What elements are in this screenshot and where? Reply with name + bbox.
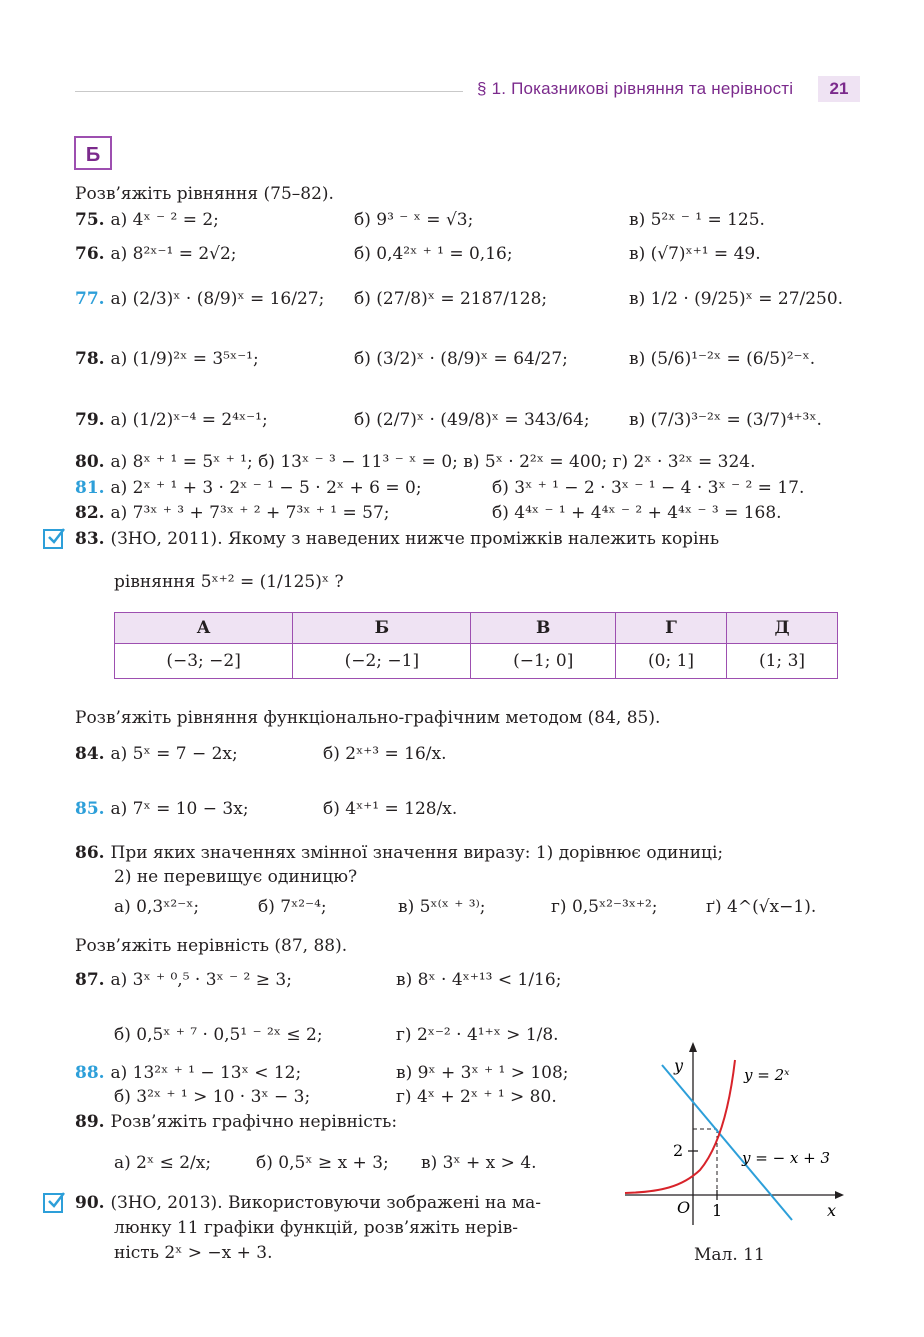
line-function-label: y = − x + 3	[742, 1149, 831, 1167]
text-line: 2) не перевищує одиницю?	[114, 867, 358, 887]
text-line: Розв’яжіть рівняння функціонально-графічним методом (84, 85).	[75, 708, 661, 728]
answer-table	[114, 612, 838, 679]
text-line: б) 0,5ˣ ⁺ ⁷ · 0,5¹ ⁻ ²ˣ ≤ 2;	[114, 1025, 323, 1045]
text-line: в) 8ˣ · 4ˣ⁺¹³ < 1/16;	[396, 970, 562, 990]
y-axis-label: y	[674, 1056, 684, 1075]
text-line: б) 3²ˣ ⁺ ¹ > 10 · 3ˣ − 3;	[114, 1087, 311, 1107]
text-line: б) 4⁴ˣ ⁻ ¹ + 4⁴ˣ ⁻ ² + 4⁴ˣ ⁻ ³ = 168.	[492, 503, 782, 523]
text-line: г) 0,5ˣ²⁻³ˣ⁺²;	[551, 897, 658, 917]
text-line: 80. а) 8ˣ ⁺ ¹ = 5ˣ ⁺ ¹; б) 13ˣ ⁻ ³ − 11³ ⁻ ˣ = 0; в) 5ˣ · 2²ˣ = 400; г) 2ˣ · 3²ˣ = 324.	[75, 452, 756, 472]
text-line: в) 5²ˣ ⁻ ¹ = 125.	[629, 210, 765, 230]
x-axis-label: x	[827, 1201, 837, 1220]
text-line: в) 1/2 · (9/25)ˣ = 27/250.	[629, 289, 844, 309]
text-line: ґ) 4^(√x−1).	[706, 897, 817, 917]
text-line: 87. а) 3ˣ ⁺ ⁰,⁵ · 3ˣ ⁻ ² ≥ 3;	[75, 970, 292, 990]
text-line: 88. а) 13²ˣ ⁺ ¹ − 13ˣ < 12;	[75, 1063, 302, 1083]
one-label: 1	[712, 1201, 723, 1220]
text-line: в) 9ˣ + 3ˣ ⁺ ¹ > 108;	[396, 1063, 569, 1083]
text-line: 82. а) 7³ˣ ⁺ ³ + 7³ˣ ⁺ ² + 7³ˣ ⁺ ¹ = 57;	[75, 503, 390, 523]
function-graph	[620, 1040, 850, 1230]
text-line: в) (√7)ˣ⁺¹ = 49.	[629, 244, 761, 264]
text-line: б) 0,5ˣ ≥ x + 3;	[256, 1153, 389, 1173]
text-line: б) (2/7)ˣ · (49/8)ˣ = 343/64;	[354, 410, 590, 430]
difficulty-level-badge: Б	[74, 136, 112, 170]
answer-header: Б	[293, 613, 471, 644]
text-line: в) 5ˣ⁽ˣ ⁺ ³⁾;	[398, 897, 486, 917]
text-line: 85. а) 7ˣ = 10 − 3x;	[75, 799, 249, 819]
text-line: Розв’яжіть рівняння (75–82).	[75, 184, 334, 204]
text-line: 81. а) 2ˣ ⁺ ¹ + 3 · 2ˣ ⁻ ¹ − 5 · 2ˣ + 6 = 0;	[75, 478, 422, 498]
exp-function-label: y = 2ˣ	[744, 1066, 790, 1084]
header-title: § 1. Показникові рівняння та нерівності	[477, 79, 794, 98]
answer-header: Г	[616, 613, 727, 644]
text-line: б) 2ˣ⁺³ = 16/x.	[323, 744, 447, 764]
exponential-graph	[625, 1060, 735, 1193]
text-line: в) (7/3)³⁻²ˣ = (3/7)⁴⁺³ˣ.	[629, 410, 822, 430]
text-line: 89. Розв’яжіть графічно нерівність:	[75, 1112, 398, 1132]
text-line: а) 2ˣ ≤ 2/x;	[114, 1153, 212, 1173]
text-line: б) (3/2)ˣ · (8/9)ˣ = 64/27;	[354, 349, 568, 369]
text-line: г) 4ˣ + 2ˣ ⁺ ¹ > 80.	[396, 1087, 557, 1107]
y-axis-arrow	[689, 1042, 697, 1052]
text-line: Розв’яжіть нерівність (87, 88).	[75, 936, 348, 956]
text-line: люнку 11 графіки функцій, розв’яжіть нерів-	[114, 1218, 519, 1238]
text-line: рівняння 5ˣ⁺² = (1/125)ˣ ?	[114, 572, 344, 592]
figure-caption: Мал. 11	[694, 1245, 765, 1265]
answer-header: В	[471, 613, 616, 644]
text-line: 90. (ЗНО, 2013). Використовуючи зображені на ма-	[75, 1193, 542, 1213]
text-line: 83. (ЗНО, 2011). Якому з наведених нижче проміжків належить корінь	[75, 529, 720, 549]
checkbox-icon	[43, 529, 63, 549]
answer-cell: (1; 3]	[727, 644, 838, 679]
text-line: в) 3ˣ + x > 4.	[421, 1153, 537, 1173]
x-axis-arrow	[835, 1191, 844, 1199]
text-line: б) 9³ ⁻ ˣ = √3;	[354, 210, 474, 230]
header-rule	[75, 91, 463, 92]
text-line: 78. а) (1/9)²ˣ = 3⁵ˣ⁻¹;	[75, 349, 259, 369]
text-line: б) 0,4²ˣ ⁺ ¹ = 0,16;	[354, 244, 513, 264]
text-line: б) 7ˣ²⁻⁴;	[258, 897, 327, 917]
text-line: г) 2ˣ⁻² · 4¹⁺ˣ > 1/8.	[396, 1025, 559, 1045]
answer-cell: (0; 1]	[616, 644, 727, 679]
text-line: 75. а) 4ˣ ⁻ ² = 2;	[75, 210, 219, 230]
text-line: б) 3ˣ ⁺ ¹ − 2 · 3ˣ ⁻ ¹ − 4 · 3ˣ ⁻ ² = 17.	[492, 478, 805, 498]
answer-cell: (−2; −1]	[293, 644, 471, 679]
text-line: 84. а) 5ˣ = 7 − 2x;	[75, 744, 238, 764]
text-line: 86. При яких значеннях змінної значення виразу: 1) дорівнює одиниці;	[75, 843, 724, 863]
page-number: 21	[818, 76, 860, 102]
text-line: в) (5/6)¹⁻²ˣ = (6/5)²⁻ˣ.	[629, 349, 816, 369]
origin-label: O	[677, 1198, 691, 1217]
text-line: б) (27/8)ˣ = 2187/128;	[354, 289, 548, 309]
answer-cell: (−3; −2]	[115, 644, 293, 679]
text-line: 77. а) (2/3)ˣ · (8/9)ˣ = 16/27;	[75, 289, 325, 309]
answer-header: Д	[727, 613, 838, 644]
two-label: 2	[673, 1141, 684, 1160]
answer-cell: (−1; 0]	[471, 644, 616, 679]
text-line: ність 2ˣ > −x + 3.	[114, 1243, 273, 1263]
text-line: б) 4ˣ⁺¹ = 128/x.	[323, 799, 458, 819]
checkbox-icon	[43, 1193, 63, 1213]
text-line: 76. а) 8²ˣ⁻¹ = 2√2;	[75, 244, 237, 264]
answer-header: А	[115, 613, 293, 644]
text-line: а) 0,3ˣ²⁻ˣ;	[114, 897, 200, 917]
text-line: 79. а) (1/2)ˣ⁻⁴ = 2⁴ˣ⁻¹;	[75, 410, 268, 430]
